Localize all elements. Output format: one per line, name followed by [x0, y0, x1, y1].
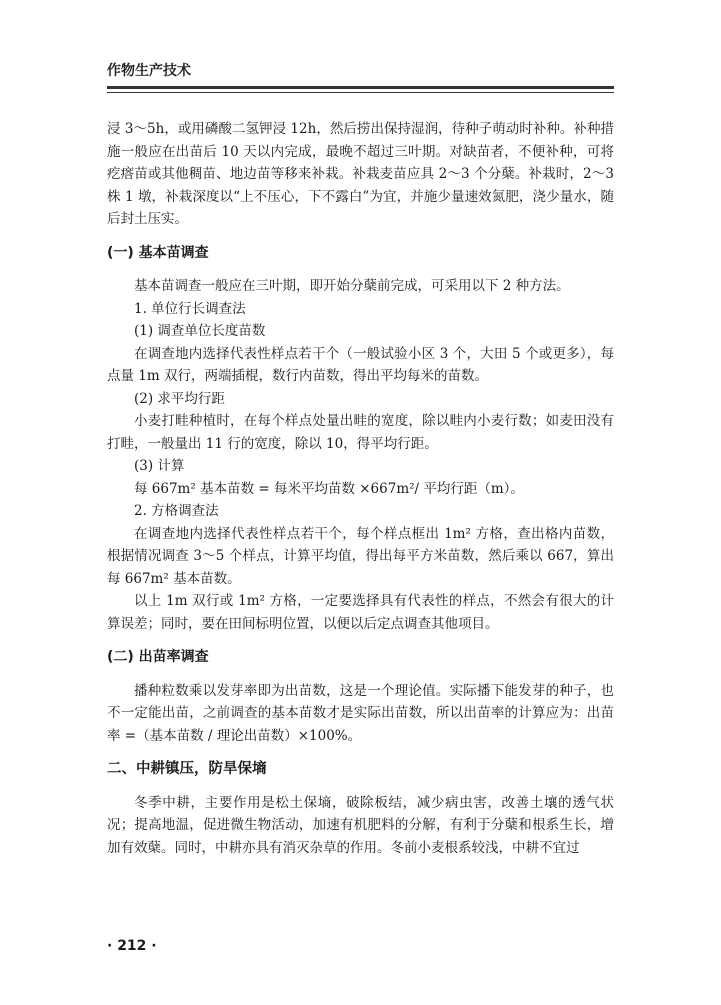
step-heading-calculation: (3) 计算	[134, 458, 185, 474]
step-heading-row-spacing: (2) 求平均行距	[134, 390, 225, 407]
step-heading-unit-length: (1) 调查单位长度苗数	[134, 323, 266, 339]
header-rule-thick	[107, 86, 614, 89]
method-heading-grid: 2. 方格调查法	[134, 503, 219, 519]
paragraph-row-spacing: 小麦打畦种植时，在每个样点处量出畦的宽度，除以畦内小麦行数；如麦田没有打畦，一般量出 11 行的宽度，除以 10，得平均行距。	[107, 413, 614, 452]
running-header: 作物生产技术	[107, 63, 191, 79]
section-heading-cultivation: 二、中耕镇压，防旱保墒	[107, 761, 267, 777]
paragraph-emergence-rate: 播种粒数乘以发芽率即为出苗数，这是一个理论值。实际播下能发芽的种子，也不一定能出苗，之前调查的基本苗数才是实际出苗数，所以出苗率的计算应为：出苗率 =（基本苗数 / 理论出苗数）×100%。	[107, 682, 614, 744]
formula-basic-seedling: 每 667m² 基本苗数 = 每米平均苗数 ×667m²/ 平均行距（m）。	[134, 480, 524, 497]
paragraph-unit-length: 在调查地内选择代表性样点若干个（一般试验小区 3 个，大田 5 个或更多），每点量 1m 双行，两端插棍，数行内苗数，得出平均每米的苗数。	[107, 345, 614, 384]
paragraph-sampling-note: 以上 1m 双行或 1m² 方格，一定要选择具有代表性的样点，不然会有很大的计算误差；同时，要在田间标明位置，以便以后定点调查其他项目。	[107, 593, 614, 632]
method-heading-row-length: 1. 单位行长调查法	[134, 300, 246, 317]
page-body	[107, 118, 614, 859]
section-heading-basic-seedling: (一) 基本苗调查	[107, 244, 209, 261]
paragraph-grid-method: 在调查地内选择代表性样点若干个，每个样点框出 1m² 方格，查出格内苗数，根据情况调查 3～5 个样点，计算平均值，得出每平方米苗数，然后乘以 667，算出每 667m² 基本苗数。	[107, 525, 614, 587]
paragraph-basic-seedling-intro: 基本苗调查一般应在三叶期，即开始分蘖前完成，可采用以下 2 种方法。	[134, 278, 570, 294]
section-heading-emergence-rate: (二) 出苗率调查	[107, 649, 209, 665]
page-number: · 212 ·	[107, 938, 157, 954]
paragraph-replanting: 浸 3～5h，或用磷酸二氢钾浸 12h，然后捞出保持湿润，待种子萌动时补种。补种措施一般应在出苗后 10 天以内完成，最晚不超过三叶期。对缺苗者，不便补种，可将疙瘩苗或其他稠苗、地边苗等移来补栽。补栽麦苗应具 2～3 个分蘖。补栽时，2～3 株 1 墩，补栽深度以“上不压心，下不露白”为宜，并施少量速效氮肥，浇少量水，随后封土压实。	[107, 121, 614, 227]
header-rule-thin	[107, 92, 614, 93]
paragraph-cultivation: 冬季中耕，主要作用是松土保墒，破除板结，减少病虫害，改善土壤的透气状况；提高地温，促进微生物活动，加速有机肥料的分解，有利于分蘖和根系生长，增加有效蘖。同时，中耕亦具有消灭杂草的作用。冬前小麦根系较浅，中耕不宜过	[107, 794, 614, 856]
